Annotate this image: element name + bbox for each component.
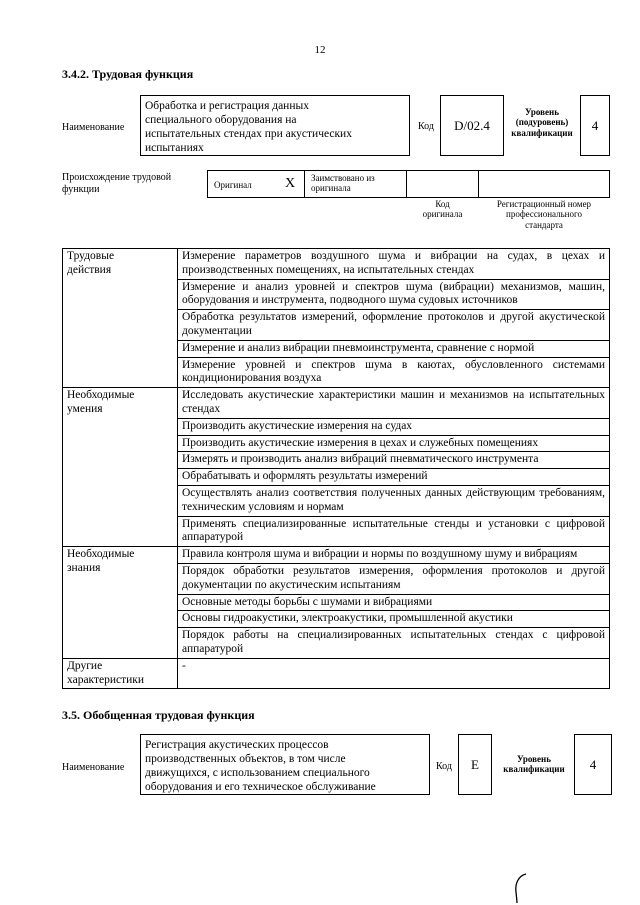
registration-caption-line: стандарта bbox=[525, 219, 563, 230]
generalized-name-line: оборудования и его техническое обслуживание bbox=[145, 781, 376, 794]
registration-caption-line: Регистрационный номер bbox=[496, 199, 592, 209]
table-cell: Измерение и анализ уровней и спектров шума (вибрации) механизмов, машин, оборудования и инструмента, подводного шума судовых источников bbox=[178, 279, 610, 310]
original-code-caption bbox=[406, 199, 479, 220]
generalized-function-name-box bbox=[140, 734, 430, 795]
group-title-line: Необходимые bbox=[67, 389, 135, 402]
code-label: Код bbox=[418, 121, 434, 132]
table-cell: Измерение уровней и спектров шума в каютах, обусловленного системами кондиционирования воздуха bbox=[178, 357, 610, 388]
table-cell: - bbox=[178, 658, 610, 689]
original-code-cell bbox=[406, 170, 479, 198]
function-name-line: испытательных стендах при акустических bbox=[145, 128, 352, 141]
level-value-box bbox=[580, 95, 610, 156]
code-label-2: Код bbox=[436, 761, 452, 772]
generalized-name-line: движущихся, с использованием специального bbox=[145, 767, 370, 780]
group-title-required-knowledge bbox=[63, 547, 178, 659]
table-cell: Производить акустические измерения в цехах и служебных помещениях bbox=[178, 435, 610, 452]
code-value-box bbox=[440, 95, 504, 156]
group-title-line: Другие bbox=[67, 659, 103, 672]
original-mark: X bbox=[285, 176, 296, 191]
level-value-2: 4 bbox=[589, 756, 597, 772]
original-code-caption-line: Код bbox=[435, 199, 450, 209]
function-details-table bbox=[62, 248, 610, 689]
section-heading-342: 3.4.2. Трудовая функция bbox=[62, 67, 194, 81]
section-heading-35: 3.5. Обобщенная трудовая функция bbox=[62, 708, 255, 722]
page-number: 12 bbox=[314, 44, 326, 56]
name-label: Наименование bbox=[62, 122, 125, 133]
table-row bbox=[63, 388, 610, 419]
function-name-line: испытаниях bbox=[145, 142, 204, 155]
origin-label-line: Происхождение трудовой bbox=[62, 172, 172, 183]
group-title-required-skills bbox=[63, 388, 178, 547]
level-label-line: Уровень bbox=[517, 754, 551, 764]
level-value-box-2 bbox=[574, 734, 612, 795]
code-value-2: E bbox=[471, 756, 479, 772]
function-name-line: специального оборудования на bbox=[145, 114, 297, 127]
table-cell: Основы гидроакустики, электроакустики, промышленной акустики bbox=[178, 611, 610, 628]
original-code-caption-line: оригинала bbox=[422, 209, 463, 220]
level-value: 4 bbox=[591, 117, 599, 133]
table-row bbox=[63, 547, 610, 564]
level-label-line: (подуровень) bbox=[515, 117, 569, 128]
level-label-line: квалификации bbox=[511, 127, 573, 138]
origin-label-line: функции bbox=[62, 184, 100, 195]
table-cell: Измерение и анализ вибрации пневмоинструмента, сравнение с нормой bbox=[178, 340, 610, 357]
table-cell: Производить акустические измерения на судах bbox=[178, 418, 610, 435]
table-row bbox=[63, 249, 610, 280]
code-value-box-2 bbox=[458, 734, 492, 795]
generalized-name-line: производственных объектов, в том числе bbox=[145, 753, 346, 766]
level-label-line: квалификации bbox=[503, 764, 565, 775]
code-value: D/02.4 bbox=[454, 117, 490, 133]
table-cell: Применять специализированные испытательные стенды и установки с цифровой аппаратурой bbox=[178, 516, 610, 547]
signature-mark bbox=[506, 870, 536, 904]
generalized-name-line: Регистрация акустических процессов bbox=[145, 739, 329, 751]
table-cell: Обработка результатов измерений, оформление протоколов и другой акустической документации bbox=[178, 310, 610, 341]
function-name-line: Обработка и регистрация данных bbox=[145, 100, 309, 112]
table-cell: Основные методы борьбы с шумами и вибрациями bbox=[178, 594, 610, 611]
table-cell: Обрабатывать и оформлять результаты измерений bbox=[178, 469, 610, 486]
name-label-2: Наименование bbox=[62, 762, 125, 773]
table-cell: Исследовать акустические характеристики машин и механизмов на испытательных стендах bbox=[178, 388, 610, 419]
group-title-line: действия bbox=[67, 263, 112, 276]
table-cell: Осуществлять анализ соответствия полученных данных действующим требованиям, техническим условиям и нормам bbox=[178, 485, 610, 516]
table-cell: Правила контроля шума и вибрации и нормы по воздушному шуму и вибрациям bbox=[178, 547, 610, 564]
borrowed-label-line: оригинала bbox=[311, 183, 351, 194]
table-cell: Порядок обработки результатов измерения, оформления протоколов и другой документации по акустическим испытаниям bbox=[178, 563, 610, 594]
group-title-line: Трудовые bbox=[67, 250, 115, 262]
table-row bbox=[63, 658, 610, 689]
function-name-box bbox=[140, 95, 410, 156]
table-cell: Измерять и производить анализ вибраций пневматического инструмента bbox=[178, 452, 610, 469]
registration-caption-line: профессионального bbox=[506, 209, 582, 220]
group-title-line: знания bbox=[67, 561, 101, 574]
original-label: Оригинал bbox=[214, 180, 252, 190]
borrowed-label-line: Заимствовано из bbox=[311, 173, 375, 183]
group-title-line: умения bbox=[67, 402, 103, 415]
group-title-line: характеристики bbox=[67, 673, 145, 686]
table-cell: Порядок работы на специализированных испытательных стендах с цифровой аппаратурой bbox=[178, 628, 610, 659]
group-title-labor-actions bbox=[63, 249, 178, 388]
table-cell: Измерение параметров воздушного шума и вибрации на судах, в цехах и производственных помещениях, на испытательных стендах bbox=[178, 249, 610, 280]
level-label-2 bbox=[496, 754, 572, 775]
level-label-line: Уровень bbox=[525, 107, 559, 117]
group-title-other-characteristics bbox=[63, 658, 178, 689]
level-label bbox=[506, 107, 578, 138]
registration-number-cell bbox=[478, 170, 610, 198]
registration-number-caption bbox=[478, 199, 610, 230]
origin-label bbox=[62, 172, 171, 196]
group-title-line: Необходимые bbox=[67, 548, 135, 561]
borrowed-cell bbox=[304, 170, 407, 198]
original-cell bbox=[207, 170, 305, 198]
